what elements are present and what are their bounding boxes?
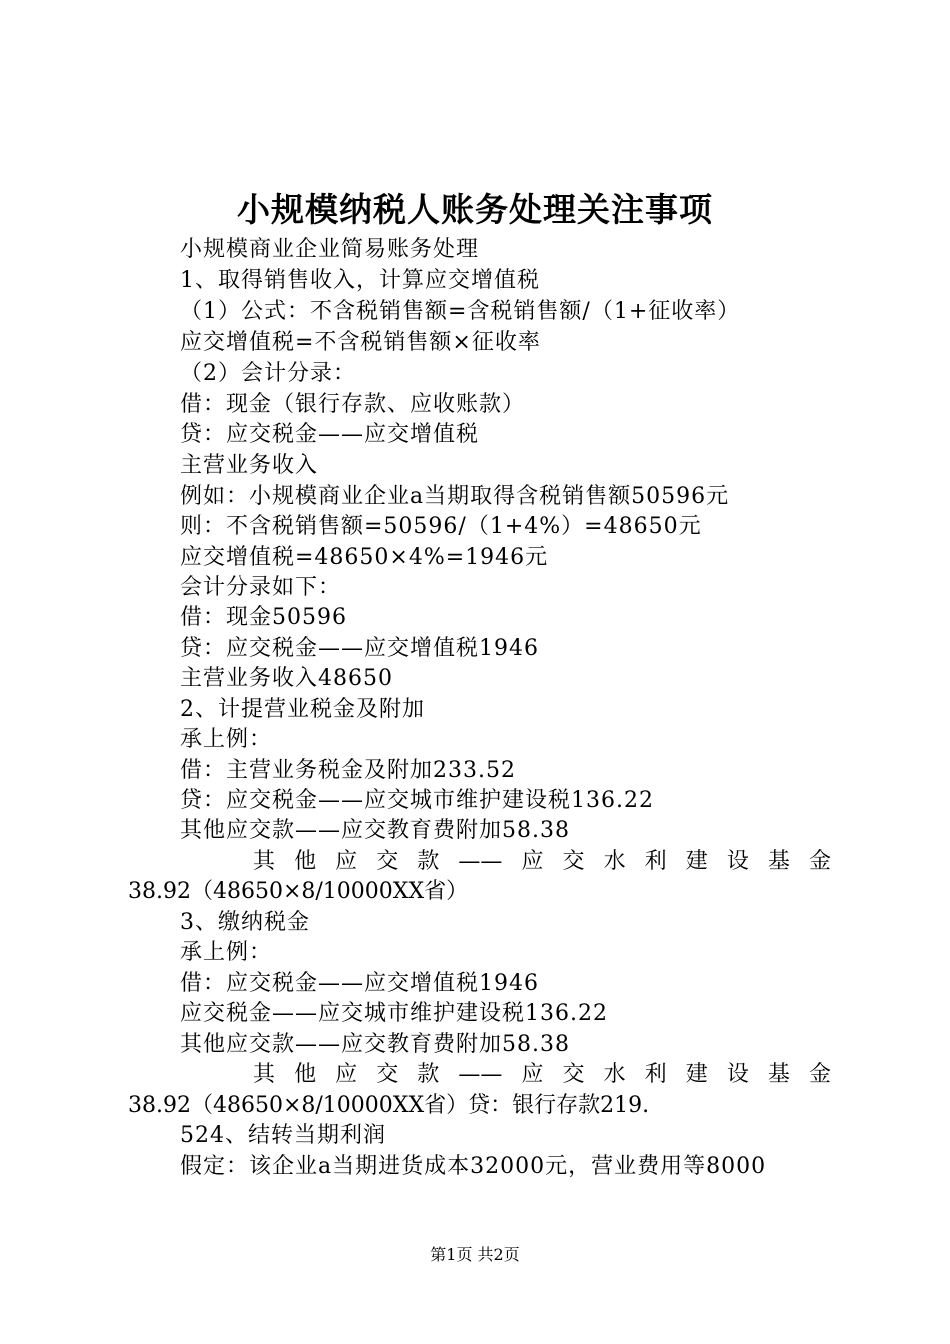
- body-line: 其他应交款——应交教育费附加58.38: [180, 818, 570, 843]
- body-line: 应交增值税=48650×4%=1946元: [180, 545, 549, 570]
- document-title: 小规模纳税人账务处理关注事项: [237, 190, 713, 229]
- body-line: 应交增值税=不含税销售额×征收率: [180, 330, 541, 355]
- body-line: 承上例：: [180, 940, 273, 965]
- body-line: 1、取得销售收入，计算应交增值税: [180, 268, 540, 293]
- body-line: 贷：应交税金——应交增值税1946: [180, 636, 539, 661]
- body-line: 524、结转当期利润: [180, 1123, 386, 1148]
- body-line: 则：不含税销售额=50596/（1+4%）=48650元: [180, 514, 702, 539]
- body-line: 例如：小规模商业企业a当期取得含税销售额50596元: [180, 484, 730, 509]
- body-line: （1）公式：不含税销售额=含税销售额/（1+征收率）: [180, 299, 741, 324]
- page-footer: 第1页 共2页: [430, 1245, 520, 1264]
- continuation-line: 38.92（48650×8/10000XX省）: [128, 879, 469, 904]
- body-line: 2、计提营业税金及附加: [180, 697, 425, 722]
- justified-line: 其他应交款——应交水利建设基金: [253, 849, 831, 874]
- body-line: 主营业务收入48650: [180, 666, 393, 691]
- body-line: 承上例：: [180, 727, 273, 752]
- body-line: 其他应交款——应交教育费附加58.38: [180, 1032, 570, 1057]
- body-line: 借：应交税金——应交增值税1946: [180, 971, 539, 996]
- continuation-line: 38.92（48650×8/10000XX省）贷：银行存款219.: [128, 1093, 650, 1118]
- body-line: 小规模商业企业简易账务处理: [180, 237, 480, 262]
- body-line: 假定：该企业a当期进货成本32000元，营业费用等8000: [180, 1154, 767, 1179]
- body-line: 3、缴纳税金: [180, 910, 310, 935]
- body-line: （2）会计分录：: [180, 361, 356, 386]
- body-line: 借：现金（银行存款、应收账款）: [180, 392, 526, 417]
- body-line: 贷：应交税金——应交增值税: [180, 422, 480, 447]
- body-line: 主营业务收入: [180, 453, 319, 478]
- body-line: 会计分录如下：: [180, 575, 342, 600]
- justified-line: 其他应交款——应交水利建设基金: [253, 1062, 831, 1087]
- body-line: 借：主营业务税金及附加233.52: [180, 758, 516, 783]
- body-line: 借：现金50596: [180, 605, 347, 630]
- body-line: 贷：应交税金——应交城市维护建设税136.22: [180, 788, 654, 813]
- body-line: 应交税金——应交城市维护建设税136.22: [180, 1001, 608, 1026]
